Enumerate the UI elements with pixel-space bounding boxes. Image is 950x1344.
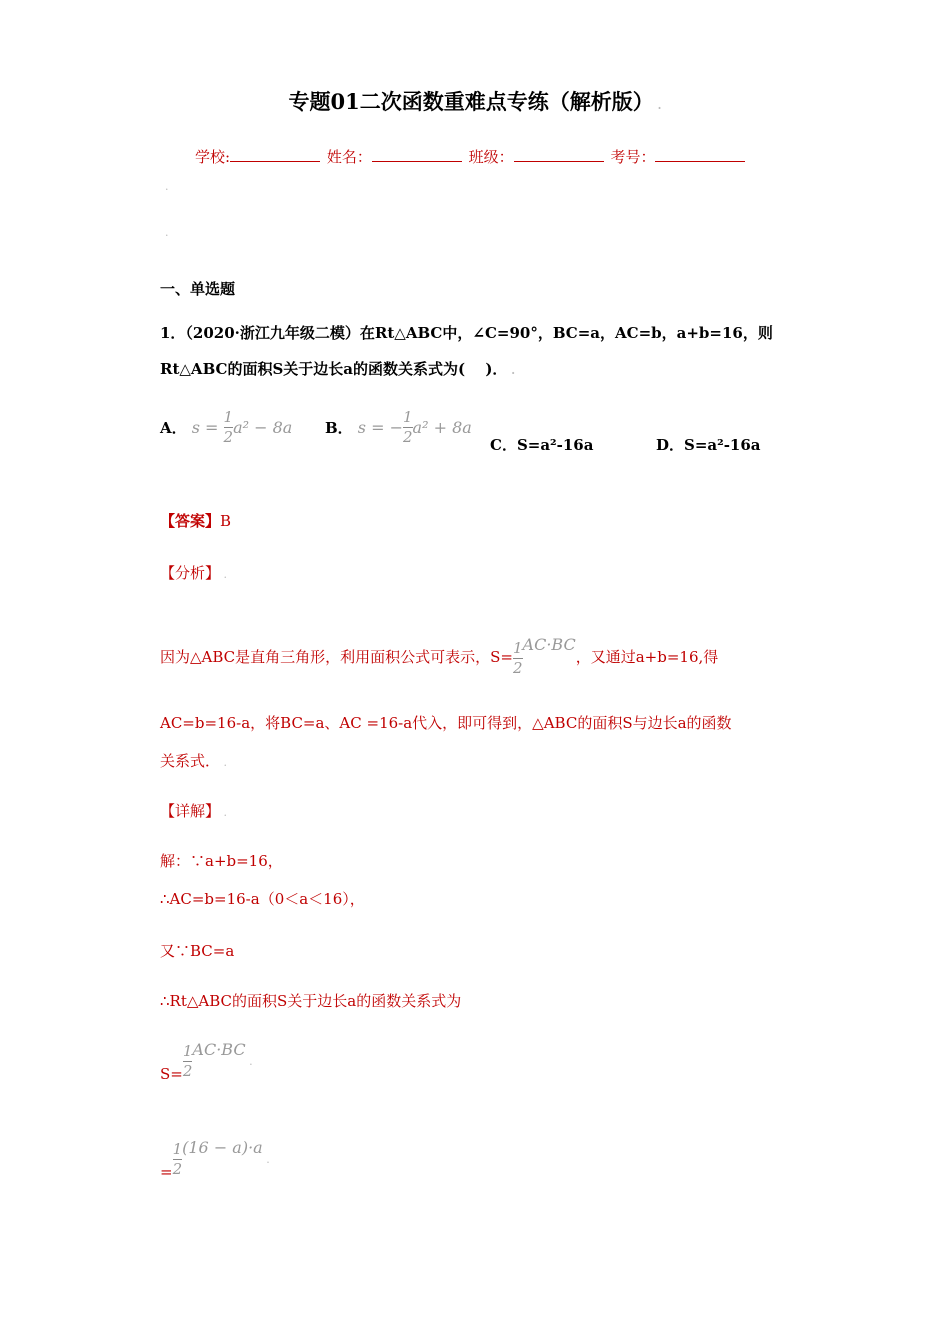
analysis-line-2: AC=b=16-a，将BC=a、AC =16-a代入，即可得到，△ABC的面积S与边长a的函数	[160, 714, 732, 732]
detail-label: 【详解】	[160, 802, 221, 820]
school-label: 学校:	[195, 148, 231, 166]
analysis-label: 【分析】	[160, 564, 221, 582]
paragraph-mark: .	[262, 1153, 270, 1166]
answer-line	[160, 510, 231, 531]
paragraph-mark: .	[507, 364, 516, 377]
option-b-formula-suffix: a² + 8a	[412, 418, 472, 437]
formula-1-fraction: $\frac{1}{2}$	[182, 1041, 193, 1080]
option-a[interactable]	[160, 410, 292, 460]
detail-formula-1: S= $\frac{1}{2}$ AC·BC .	[160, 1040, 253, 1083]
detail-line-2: ∴AC=b=16-a（0＜a＜16），	[160, 890, 365, 908]
page-title: 专题01二次函数重难点专练（解析版） .	[288, 89, 662, 114]
class-blank[interactable]	[514, 147, 604, 162]
section-heading: 一、单选题	[160, 280, 236, 298]
analysis-fraction: $\frac{1}{2}$	[513, 638, 523, 677]
paragraph-mark: .	[220, 756, 228, 769]
formula-2-fraction: $\frac{1}{2}$	[172, 1139, 183, 1178]
student-info-line	[195, 146, 747, 167]
answer-value: B	[220, 512, 232, 530]
paragraph-mark: .	[220, 806, 228, 819]
paragraph-mark: .	[220, 568, 228, 581]
school-blank[interactable]	[230, 147, 320, 162]
option-a-formula-suffix: a² − 8a	[233, 418, 293, 437]
paragraph-mark: .	[653, 99, 662, 112]
detail-line-4: ∴Rt△ABC的面积S关于边长a的函数关系式为	[160, 992, 462, 1010]
exam-no-blank[interactable]	[655, 147, 745, 162]
name-blank[interactable]	[372, 147, 462, 162]
detail-line-3: 又∵BC=a	[160, 942, 235, 960]
paragraph-mark: .	[165, 226, 169, 239]
class-label: 班级：	[468, 148, 514, 166]
name-label: 姓名：	[326, 148, 372, 166]
option-b[interactable]	[325, 410, 472, 460]
question-line-1: 1．（2020·浙江九年级二模）在Rt△ABC中，∠C=90°，BC=a，AC=b，a+b=16，则	[160, 324, 773, 342]
option-b-fraction: $\frac{1}{2}$	[402, 408, 413, 446]
detail-heading	[160, 800, 227, 821]
option-b-label: B．	[325, 419, 353, 437]
option-d[interactable]: D．S=a²-16a	[656, 436, 761, 454]
exam-no-label: 考号：	[610, 148, 656, 166]
option-a-label: A．	[160, 419, 187, 437]
paragraph-mark: .	[245, 1055, 253, 1068]
analysis-line-1: 因为△ABC是直角三角形，利用面积公式可表示，S= $\frac{1}{2}$ AC·BC，又通过a+b=16,得	[160, 635, 719, 677]
option-c[interactable]: C．S=a²-16a	[490, 436, 594, 454]
option-a-fraction: $\frac{1}{2}$	[223, 408, 234, 446]
option-a-formula-prefix: s =	[191, 418, 224, 437]
option-b-formula-prefix: s = −	[357, 418, 403, 437]
paragraph-mark: .	[165, 180, 169, 193]
analysis-line-3: 关系式． .	[160, 752, 228, 770]
answer-label: 【答案】	[160, 512, 221, 530]
question-line-2: Rt△ABC的面积S关于边长a的函数关系式为( )． .	[160, 360, 516, 378]
detail-line-1: 解：∵a+b=16，	[160, 852, 283, 870]
analysis-heading	[160, 562, 227, 583]
detail-formula-2: = $\frac{1}{2}$ (16 − a)·a .	[160, 1138, 270, 1181]
